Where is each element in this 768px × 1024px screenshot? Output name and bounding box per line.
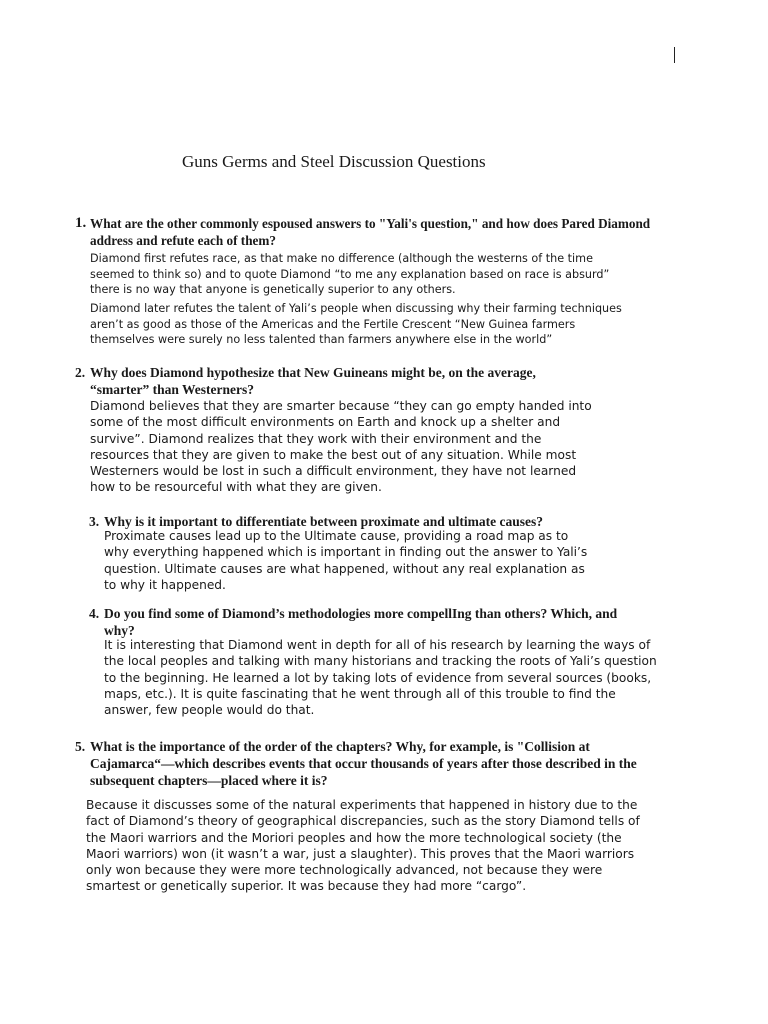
question-line: Why is it important to differentiate between proximate and ultimate causes?: [104, 514, 543, 529]
question-1: [75, 215, 651, 249]
answer-line: Diamond believes that they are smarter because “they can go empty handed into: [90, 399, 592, 413]
question-5: [75, 738, 637, 789]
answer-line: some of the most difficult environments on Earth and knock up a shelter and: [90, 415, 561, 430]
answer-line: fact of Diamond’s theory of geographical discrepancies, such as the story Diamond tells of: [86, 814, 640, 829]
answer-1b: [90, 301, 622, 348]
answer-line: resources that they are given to make the best out of any situation. While most: [90, 447, 577, 462]
answer-line: It is interesting that Diamond went in depth for all of his research by learning the ways of: [104, 638, 651, 652]
answer-line: there is no way that anyone is genetically superior to any others.: [90, 283, 456, 296]
answer-line: themselves were surely no less talented than farmers anywhere else in the world”: [90, 333, 553, 346]
answer-line: survive”. Diamond realizes that they work with their environment and the: [90, 431, 542, 446]
answer-line: to why it happened.: [104, 577, 226, 592]
question-line: “smarter” than Westerners?: [90, 382, 254, 397]
question-number: 1.: [75, 215, 87, 231]
answer-line: smartest or genetically superior. It was because they had more “cargo”.: [86, 879, 527, 894]
question-line: What is the importance of the order of the chapters? Why, for example, is "Collision at: [90, 739, 590, 754]
question-number: 5.: [75, 739, 86, 754]
answer-1a: [90, 251, 609, 298]
question-line: why?: [104, 623, 135, 638]
question-number: 4.: [89, 606, 100, 621]
answer-line: Diamond first refutes race, as that make no difference (although the westerns of the time: [90, 252, 593, 265]
answer-line: Westerners would be lost in such a difficult environment, they have not learned: [90, 464, 577, 479]
document-title: Guns Germs and Steel Discussion Questions: [182, 152, 486, 171]
answer-line: question. Ultimate causes are what happened, without any real explanation as: [104, 561, 585, 576]
answer-line: only won because they were more technologically advanced, not because they were: [86, 863, 603, 878]
answer-2: [90, 398, 592, 496]
question-4: [89, 605, 618, 639]
answer-line: Proximate causes lead up to the Ultimate cause, providing a road map as to: [104, 529, 569, 543]
answer-line: maps, etc.). It is quite fascinating that he went through all of this trouble to find the: [104, 686, 616, 701]
question-number: 3.: [89, 514, 100, 529]
question-line: address and refute each of them?: [90, 233, 276, 248]
answer-line: Because it discusses some of the natural experiments that happened in history due to the: [86, 798, 638, 812]
answer-line: seemed to think so) and to quote Diamond “to me any explanation based on race is absurd”: [90, 267, 610, 281]
question-number: 2.: [75, 365, 86, 380]
answer-line: Maori warriors) won (it wasn’t a war, just a slaughter). This proves that the Maori warriors: [86, 846, 635, 861]
answer-line: why everything happened which is important in finding out the answer to Yali’s: [104, 545, 588, 560]
question-line: subsequent chapters—placed where it is?: [90, 773, 328, 788]
answer-line: the local peoples and talking with many historians and tracking the roots of Yali’s question: [104, 654, 657, 669]
question-line: Do you find some of Diamond’s methodologies more compellIng than others? Which, and: [104, 606, 618, 621]
answer-line: how to be resourceful with what they are given.: [90, 480, 382, 495]
answer-line: to the beginning. He learned a lot by taking lots of evidence from several sources (books,: [104, 670, 652, 685]
answer-line: aren’t as good as those of the Americas and the Fertile Crescent “New Guinea farmers: [90, 317, 576, 331]
text-cursor: [674, 47, 675, 63]
answer-line: answer, few people would do that.: [104, 703, 315, 718]
question-line: What are the other commonly espoused answers to "Yali's question," and how does Pared Diamond: [90, 216, 651, 231]
question-line: Cajamarca“—which describes events that occur thousands of years after those described in the: [90, 756, 637, 771]
question-line: Why does Diamond hypothesize that New Guineans might be, on the average,: [90, 365, 536, 380]
answer-5: [86, 797, 640, 895]
answer-line: Diamond later refutes the talent of Yali’s people when discussing why their farming techniques: [90, 302, 622, 315]
question-2: [75, 364, 536, 398]
answer-4: [104, 637, 657, 718]
answer-line: the Maori warriors and the Moriori peoples and how the more technological society (the: [86, 830, 622, 845]
answer-3: [104, 528, 587, 593]
